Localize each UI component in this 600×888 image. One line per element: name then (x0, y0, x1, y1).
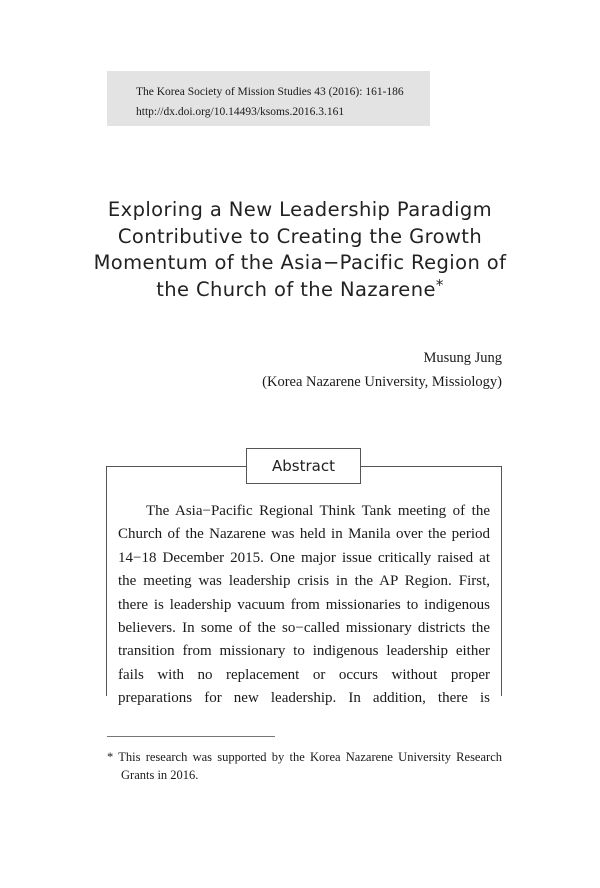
footnote-text: This research was supported by the Korea Nazarene University Research (118, 750, 502, 764)
abstract-line: fails with no replacement or occurs without proper (118, 666, 490, 683)
journal-citation-box (107, 71, 430, 126)
title-line (60, 277, 540, 304)
paper-title (60, 197, 540, 303)
abstract-line: The Asia−Pacific Regional Think Tank meeting of the (146, 503, 490, 519)
journal-citation: The Korea Society of Mission Studies 43 (2016): 161-186 (136, 86, 404, 98)
abstract-line: 14−18 December 2015. One major issue critically raised at (118, 549, 490, 566)
footnote-mark: * (107, 750, 114, 764)
title-line: Exploring a New Leadership Paradigm (107, 198, 493, 221)
title-line: Contributive to Creating the Growth (117, 224, 483, 248)
author-name: Musung Jung (423, 350, 502, 366)
title-line-text: the Church of the Nazarene (156, 277, 436, 301)
doi-link[interactable]: http://dx.doi.org/10.14493/ksoms.2016.3.161 (136, 106, 345, 118)
abstract-line: Church of the Nazarene was held in Manila over the period (118, 526, 490, 543)
title-line: Momentum of the Asia−Pacific Region of (93, 251, 507, 274)
footnote (107, 748, 502, 784)
abstract-body (118, 500, 490, 707)
footnote-line (107, 748, 502, 766)
abstract-heading: Abstract (246, 448, 361, 484)
abstract-line: the meeting was leadership crisis in the AP Region. First, (118, 573, 490, 590)
title-footnote-mark[interactable]: * (435, 275, 444, 294)
abstract-line: transition from missionary to indigenous leadership either (118, 643, 490, 660)
abstract-line: preparations for new leadership. In addition, there is (118, 690, 490, 707)
abstract-line: believers. In some of the so−called missionary districts the (118, 620, 490, 637)
footnote-line: Grants in 2016. (121, 768, 199, 782)
abstract-line: there is leadership vacuum from missionaries to indigenous (118, 596, 490, 613)
author-affiliation: (Korea Nazarene University, Missiology) (262, 374, 502, 390)
footnote-divider (107, 736, 275, 737)
